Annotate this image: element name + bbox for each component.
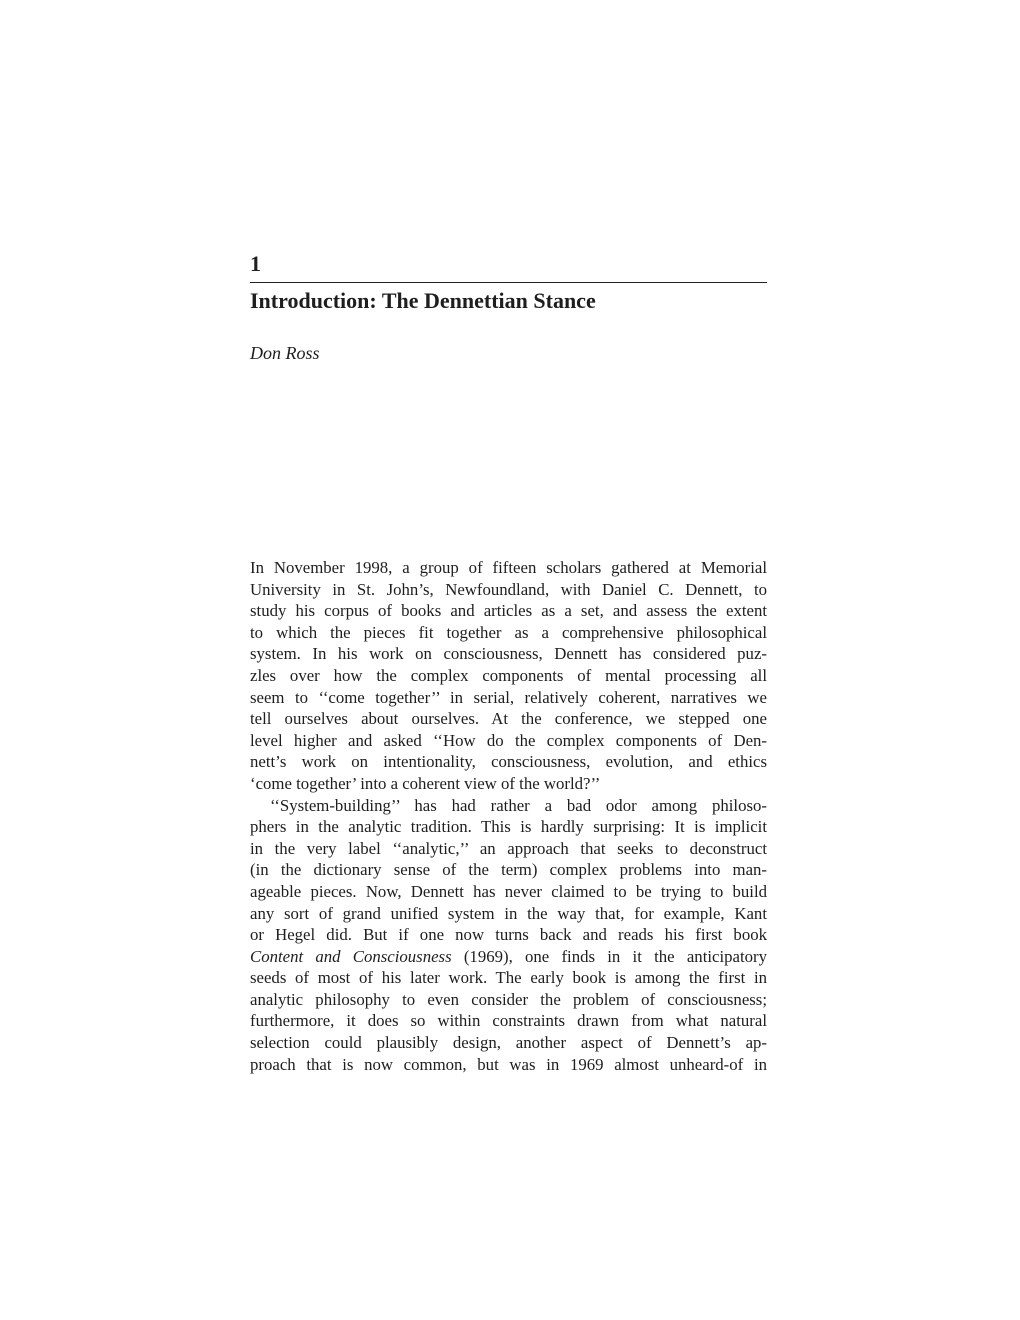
- paragraph-line: seem to ‘‘come together’’ in serial, relatively coherent, narratives we: [250, 687, 767, 707]
- paragraph-line: ‘come together’ into a coherent view of the world?’’: [250, 773, 601, 793]
- paragraph-line: University in St. John’s, Newfoundland, with Daniel C. Dennett, to: [250, 579, 767, 599]
- paragraph-line: proach that is now common, but was in 1969 almost unheard-of in: [250, 1054, 767, 1074]
- paragraph-line: system. In his work on consciousness, Dennett has considered puz-: [250, 644, 767, 664]
- paragraph-line: study his corpus of books and articles as a set, and assess the extent: [250, 601, 767, 621]
- paragraph-line: zles over how the complex components of mental processing all: [250, 665, 767, 685]
- paragraph-line: (in the dictionary sense of the term) complex problems into man-: [250, 860, 767, 880]
- chapter-rule: [250, 282, 767, 283]
- paragraph-line: ageable pieces. Now, Dennett has never claimed to be trying to build: [250, 881, 767, 901]
- book-title: Content and Consciousness: [250, 946, 452, 966]
- paragraph-line: selection could plausibly design, another aspect of Dennett’s ap-: [250, 1033, 767, 1053]
- paragraph-text-fragment: (1969), one finds in it the anticipatory: [451, 946, 767, 966]
- paragraph-line: In November 1998, a group of fifteen scholars gathered at Memorial: [250, 558, 767, 577]
- paragraph-line: any sort of grand unified system in the way that, for example, Kant: [250, 903, 767, 923]
- paragraph-line: seeds of most of his later work. The early book is among the first in: [250, 968, 767, 988]
- author-name: Don Ross: [250, 343, 320, 363]
- paragraph-line: level higher and asked ‘‘How do the complex components of Den-: [250, 730, 767, 750]
- paragraph-line: phers in the analytic tradition. This is hardly surprising: It is implicit: [250, 817, 767, 837]
- paragraph-line: or Hegel did. But if one now turns back and reads his first book: [250, 925, 767, 945]
- chapter-title: Introduction: The Dennettian Stance: [250, 288, 596, 313]
- paragraph-line: to which the pieces fit together as a comprehensive philosophical: [250, 622, 767, 642]
- paragraph-line: furthermore, it does so within constraints drawn from what natural: [250, 1011, 767, 1031]
- paragraph-line: analytic philosophy to even consider the problem of consciousness;: [250, 989, 767, 1009]
- body-text: [250, 557, 767, 1075]
- paragraph-line-with-title: [250, 946, 767, 968]
- paragraph-line: tell ourselves about ourselves. At the conference, we stepped one: [250, 709, 767, 729]
- paragraph-line: ‘‘System-building’’ has had rather a bad odor among philoso-: [270, 795, 767, 815]
- chapter-number: 1: [250, 251, 261, 276]
- paragraph-line: nett’s work on intentionality, consciousness, evolution, and ethics: [250, 752, 767, 772]
- paragraph-line: in the very label ‘‘analytic,’’ an approach that seeks to deconstruct: [250, 838, 767, 858]
